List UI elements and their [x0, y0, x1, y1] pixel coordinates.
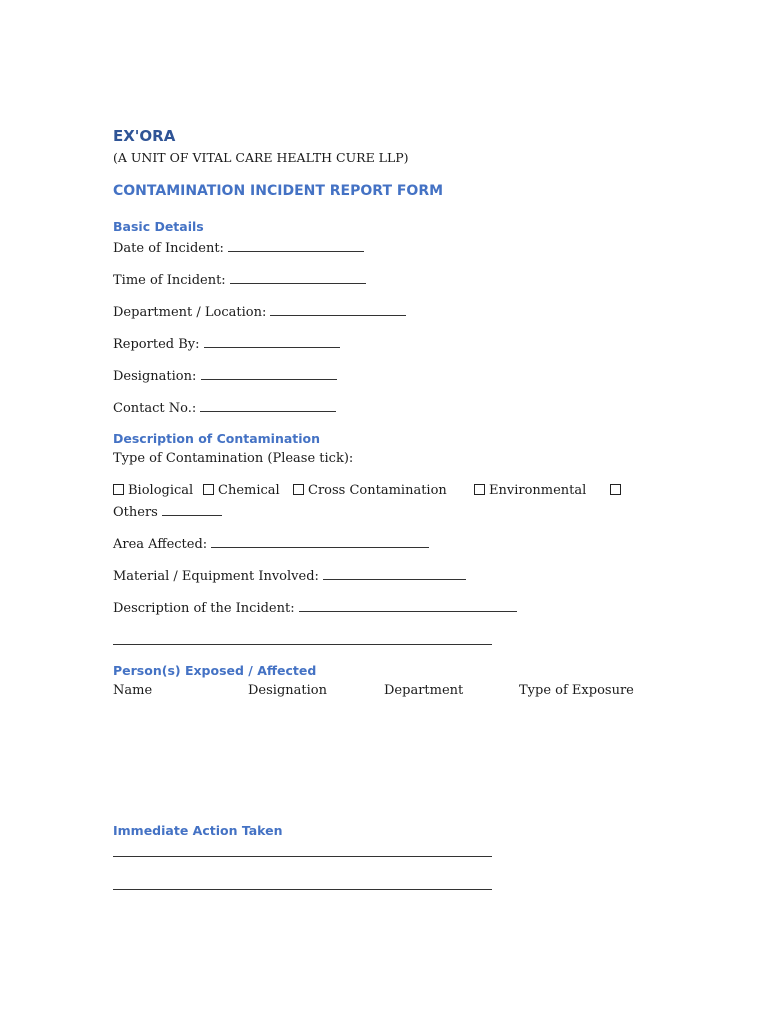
option-chemical[interactable] [203, 483, 280, 498]
column-department: Department [384, 683, 464, 698]
contact-no-blank[interactable] [200, 399, 336, 412]
checkbox-icon[interactable] [293, 484, 304, 495]
reported-by-field[interactable] [113, 335, 340, 352]
material-equipment-blank[interactable] [323, 567, 466, 580]
reported-by-blank[interactable] [204, 335, 340, 348]
option-others-checkbox[interactable] [610, 483, 625, 498]
area-affected-label: Area Affected: [113, 537, 208, 552]
date-of-incident-blank[interactable] [228, 239, 364, 252]
incident-description-line-2[interactable] [113, 644, 492, 645]
department-location-blank[interactable] [270, 303, 406, 316]
brand-name: EX'ORA [113, 127, 176, 145]
area-affected-field[interactable] [113, 535, 429, 552]
column-designation: Designation [248, 683, 327, 698]
department-location-field[interactable] [113, 303, 406, 320]
form-title: CONTAMINATION INCIDENT REPORT FORM [113, 183, 444, 199]
checkbox-icon[interactable] [203, 484, 214, 495]
checkbox-icon[interactable] [610, 484, 621, 495]
column-type-of-exposure: Type of Exposure [519, 683, 634, 698]
date-of-incident-field[interactable] [113, 239, 364, 256]
time-of-incident-field[interactable] [113, 271, 366, 288]
reported-by-label: Reported By: [113, 337, 200, 352]
designation-field[interactable] [113, 367, 337, 384]
contact-no-label: Contact No.: [113, 401, 197, 416]
designation-label: Designation: [113, 369, 197, 384]
option-cross-label: Cross Contamination [308, 483, 447, 498]
option-environmental[interactable] [474, 483, 586, 498]
incident-description-label: Description of the Incident: [113, 601, 295, 616]
designation-blank[interactable] [201, 367, 337, 380]
option-biological-label: Biological [128, 483, 194, 498]
material-equipment-field[interactable] [113, 567, 466, 584]
unit-subtitle: (A UNIT OF VITAL CARE HEALTH CURE LLP) [113, 150, 409, 165]
immediate-action-line-2[interactable] [113, 889, 492, 890]
option-others-label: Others [113, 505, 158, 520]
immediate-action-line-1[interactable] [113, 856, 492, 857]
option-biological[interactable] [113, 483, 193, 498]
option-cross-contamination[interactable] [293, 483, 447, 498]
column-name: Name [113, 683, 153, 698]
department-location-label: Department / Location: [113, 305, 267, 320]
area-affected-blank[interactable] [211, 535, 429, 548]
material-equipment-label: Material / Equipment Involved: [113, 569, 319, 584]
others-blank[interactable] [162, 503, 222, 516]
option-others[interactable] [113, 503, 222, 520]
option-chemical-label: Chemical [218, 483, 280, 498]
date-of-incident-label: Date of Incident: [113, 241, 224, 256]
time-of-incident-label: Time of Incident: [113, 273, 226, 288]
description-heading: Description of Contamination [113, 431, 321, 446]
incident-description-field[interactable] [113, 599, 517, 616]
basic-details-heading: Basic Details [113, 219, 204, 234]
time-of-incident-blank[interactable] [230, 271, 366, 284]
checkbox-icon[interactable] [113, 484, 124, 495]
contact-no-field[interactable] [113, 399, 336, 416]
option-environmental-label: Environmental [489, 483, 587, 498]
immediate-action-heading: Immediate Action Taken [113, 823, 283, 838]
type-prompt: Type of Contamination (Please tick): [113, 451, 354, 466]
checkbox-icon[interactable] [474, 484, 485, 495]
persons-heading: Person(s) Exposed / Affected [113, 663, 317, 678]
incident-description-blank[interactable] [299, 599, 517, 612]
